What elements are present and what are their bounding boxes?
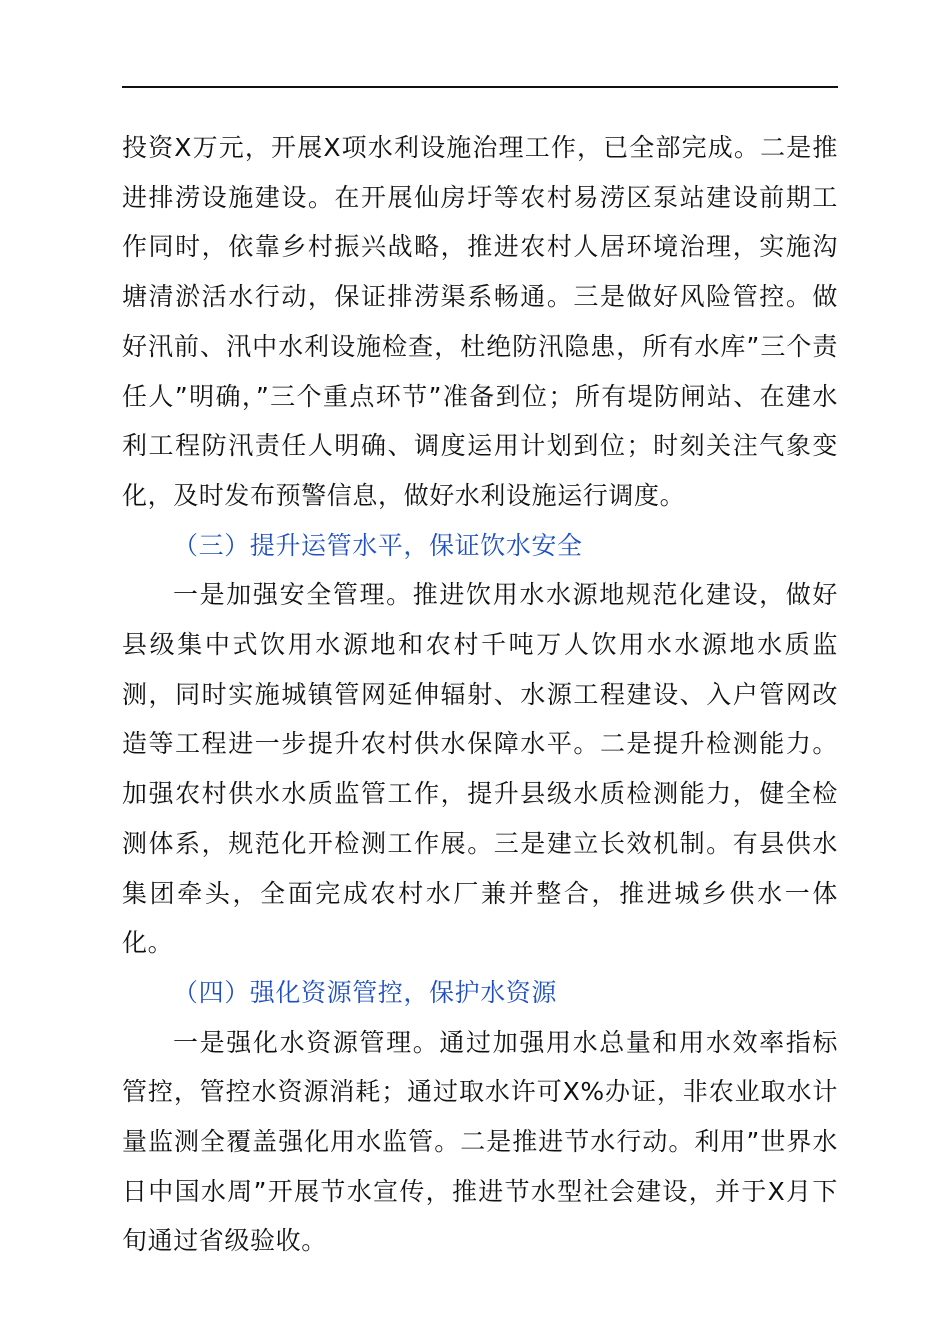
section-heading-3: （三）提升运管水平，保证饮水安全 xyxy=(173,530,583,560)
document-body xyxy=(122,123,838,1266)
section-heading-4: （四）强化资源管控，保护水资源 xyxy=(173,977,558,1007)
header-rule xyxy=(122,86,838,88)
paragraph-continued: 投资X万元，开展X项水利设施治理工作，已全部完成。二是推进排涝设施建设。在开展仙房圩等农村易涝区泵站建设前期工作同时，依靠乡村振兴战略，推进农村人居环境治理，实施沟塘清淤活水行动，保证排涝渠系畅通。三是做好风险管控。做好汛前、汛中水利设施检查，杜绝防汛隐患，所有水库”三个责任人”明确，”三个重点环节”准备到位；所有堤防闸站、在建水利工程防汛责任人明确、调度运用计划到位；时刻关注气象变化，及时发布预警信息，做好水利设施运行调度。 xyxy=(122,133,838,510)
paragraph-water-safety: 一是加强安全管理。推进饮用水水源地规范化建设，做好县级集中式饮用水源地和农村千吨万人饮用水水源地水质监测，同时实施城镇管网延伸辐射、水源工程建设、入户管网改造等工程进一步提升农村供水保障水平。二是提升检测能力。加强农村供水水质监管工作，提升县级水质检测能力，健全检测体系，规范化开检测工作展。三是建立长效机制。有县供水集团牵头，全面完成农村水厂兼并整合，推进城乡供水一体化。 xyxy=(122,580,838,958)
paragraph-water-resources: 一是强化水资源管理。通过加强用水总量和用水效率指标管控，管控水资源消耗；通过取水许可X%办证，非农业取水计量监测全覆盖强化用水监管。二是推进节水行动。利用”世界水日中国水周”开展节水宣传，推进节水型社会建设，并于X月下旬通过省级验收。 xyxy=(122,1027,838,1256)
